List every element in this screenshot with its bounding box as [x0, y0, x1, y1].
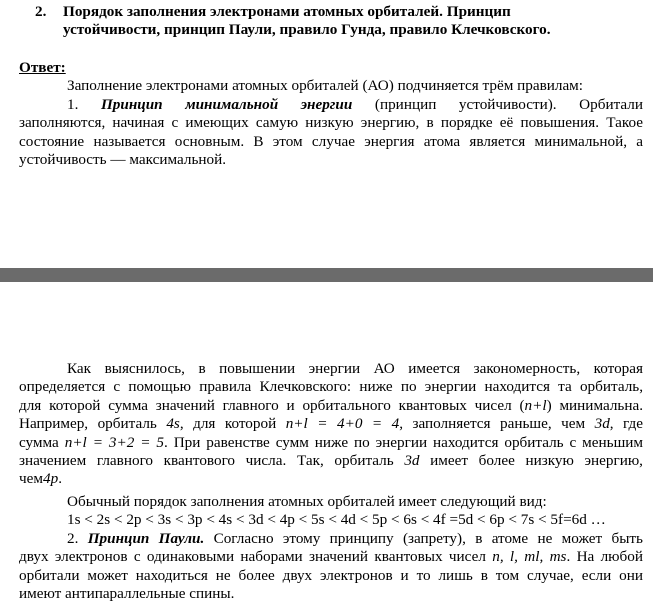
rule1-line-2: заполняются, начиная с имеющих самую низкую энергию, в порядке её повышения. Такое	[19, 114, 643, 132]
para1-line-6: значением главного квантового числа. Так, орбиталь 3d имеет более низкую энергию,	[19, 452, 643, 470]
formula-3d: n+l = 3+2 = 5	[64, 433, 164, 451]
formula-nl: n+l	[524, 396, 547, 414]
para1-line-2: определяется с помощью правила Клечковского: ниже по энергии находится та орбиталь,	[19, 378, 643, 396]
rule1-title: Принцип минимальной энергии	[100, 95, 353, 113]
para1-line-1: Как выяснилось, в повышении энергии АО имеется закономерность, которая	[67, 360, 643, 377]
paragraph-klechkovsky	[19, 360, 643, 489]
para2-text: Обычный порядок заполнения атомных орбиталей имеет следующий вид:	[67, 493, 547, 510]
rule2-line-4: имеют антипараллельные спины.	[19, 585, 235, 603]
rule2-line-3: орбитали может находиться не более двух электронов и то лишь в том случае, если они	[19, 566, 643, 584]
rule2-line-1: 2. Принцип Паули. Согласно этому принципу (запрету), в атоме не может быть	[67, 530, 643, 547]
rule2-title: Принцип Паули.	[87, 530, 205, 547]
document-page-bottom	[0, 282, 653, 601]
rule2-line-2: двух электронов с одинаковыми наборами значений квантовых чисел n, l, ml, ms. На любой	[19, 548, 643, 566]
intro-text: Заполнение электронами атомных орбиталей (АО) подчиняется трём правилам:	[67, 77, 584, 95]
para1-line-7: чем4p.	[19, 470, 62, 488]
para1-line-4: Например, орбиталь 4s, для которой n+l = 4+0 = 4, заполняется раньше, чем 3d, где	[19, 415, 643, 433]
rule1-number: 1.	[67, 95, 79, 113]
rule1-line-1	[19, 96, 643, 114]
rule1-line-4: устойчивость — максимальной.	[19, 151, 227, 169]
para1-line-3: для которой сумма значений главного и орбитального квантовых чисел (n+l) минимальна.	[19, 396, 643, 414]
paragraph-pauli	[19, 530, 643, 604]
rule1-line-3: состояние называется основным. В этом случае энергия атома является минимальной, а	[19, 132, 643, 150]
orbital-4s: 4s	[166, 415, 180, 433]
question-heading	[19, 3, 643, 40]
orbital-order-sequence: 1s < 2s < 2p < 3s < 3p < 4s < 3d < 4p < 5s < 4d < 5p < 6s < 4f =5d < 6p < 7s < 5f=6d …	[67, 511, 606, 529]
orbital-4p: 4p	[43, 470, 59, 488]
orbital-3d: 3d	[594, 415, 610, 433]
question-line-2: устойчивости, принцип Паули, правило Гунда, правило Клечковского.	[63, 21, 551, 39]
rule2-number: 2.	[67, 530, 79, 547]
para1-line-5: сумма n+l = 3+2 = 5. При равенстве сумм ниже по энергии находится орбиталь с меньшим	[19, 433, 644, 451]
paragraph-order	[19, 493, 643, 530]
answer-section	[19, 59, 643, 169]
question-line-1: Порядок заполнения электронами атомных орбиталей. Принцип	[63, 3, 511, 20]
document-page-top	[0, 0, 653, 268]
rule1-line-1-rest: (принцип устойчивости). Орбитали	[374, 95, 643, 113]
page-separator	[0, 268, 653, 282]
formula-4s: n+l = 4+0 = 4	[285, 415, 400, 433]
answer-label: Ответ:	[19, 59, 66, 76]
orbital-3d-2: 3d	[404, 452, 420, 470]
question-number: 2.	[35, 3, 47, 20]
quantum-numbers: n, l, ml, ms	[492, 548, 567, 566]
